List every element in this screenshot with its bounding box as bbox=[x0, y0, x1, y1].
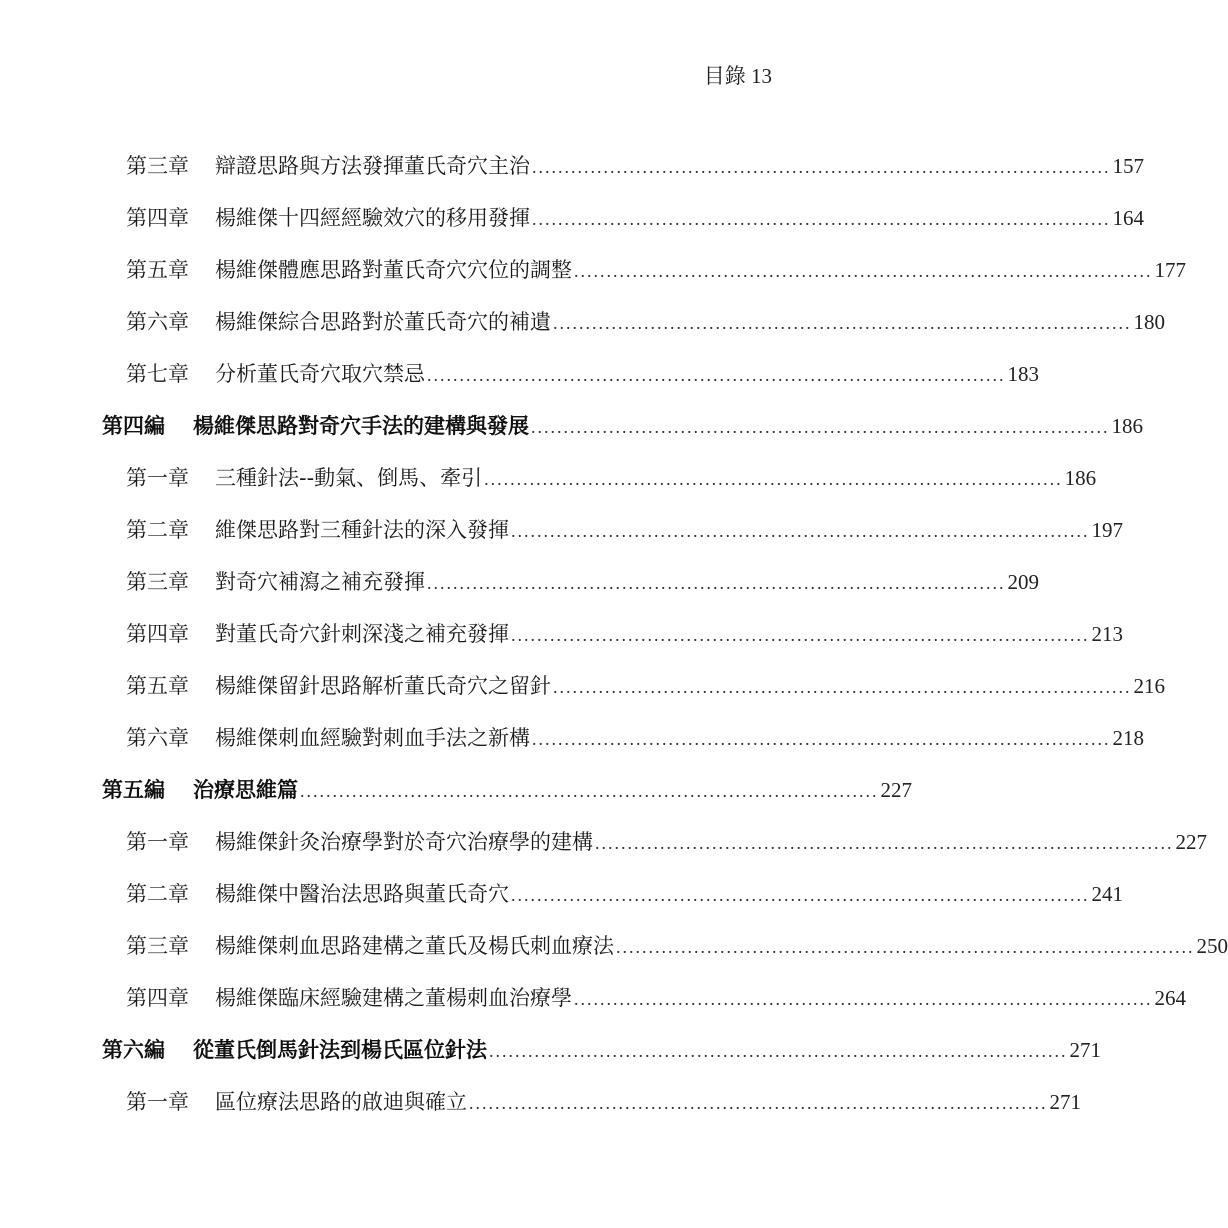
entry-title: 楊維傑十四經經驗效穴的移用發揮 bbox=[215, 206, 530, 230]
dot-leader: ......................................................................................... bbox=[616, 937, 1195, 957]
toc-entry[interactable] bbox=[126, 826, 1207, 866]
dot-leader: ......................................................................................... bbox=[532, 729, 1111, 749]
entry-title: 楊維傑刺血思路建構之董氏及楊氏刺血療法 bbox=[215, 934, 614, 958]
dot-leader: ......................................................................................... bbox=[469, 1093, 1048, 1113]
entry-title: 分析董氏奇穴取穴禁忌 bbox=[215, 362, 425, 386]
dot-leader: ......................................................................................... bbox=[531, 417, 1110, 437]
entry-label: 第六章 bbox=[126, 310, 189, 334]
part-title: 從董氏倒馬針法到楊氏區位針法 bbox=[193, 1038, 487, 1062]
entry-page-number: 271 bbox=[1049, 1090, 1081, 1114]
entry-label: 第五章 bbox=[126, 258, 189, 282]
entry-page-number: 180 bbox=[1133, 310, 1165, 334]
entry-title: 對奇穴補瀉之補充發揮 bbox=[215, 570, 425, 594]
entry-page-number: 227 bbox=[1175, 830, 1207, 854]
entry-label: 第一章 bbox=[126, 1090, 189, 1114]
entry-page-number: 271 bbox=[1069, 1038, 1101, 1062]
entry-title: 楊維傑中醫治法思路與董氏奇穴 bbox=[215, 882, 509, 906]
entry-label: 第二章 bbox=[126, 518, 189, 542]
toc-entry[interactable] bbox=[126, 670, 1165, 710]
entry-page-number: 164 bbox=[1112, 206, 1144, 230]
dot-leader: ......................................................................................... bbox=[427, 365, 1006, 385]
toc-entry[interactable] bbox=[126, 202, 1144, 242]
entry-title: 對董氏奇穴針刺深淺之補充發揮 bbox=[215, 622, 509, 646]
entry-title: 楊維傑留針思路解析董氏奇穴之留針 bbox=[215, 674, 551, 698]
entry-page-number: 250 bbox=[1196, 934, 1228, 958]
part-label: 第六編 bbox=[102, 1038, 165, 1062]
entry-page-number: 227 bbox=[880, 778, 912, 802]
entry-label: 第五章 bbox=[126, 674, 189, 698]
dot-leader: ......................................................................................... bbox=[553, 677, 1132, 697]
entry-label: 第三章 bbox=[126, 154, 189, 178]
entry-label: 第四章 bbox=[126, 986, 189, 1010]
toc-entry[interactable] bbox=[126, 618, 1123, 658]
dot-leader: ......................................................................................... bbox=[532, 157, 1111, 177]
toc-entry[interactable] bbox=[126, 514, 1123, 554]
entry-label: 第四章 bbox=[126, 622, 189, 646]
entry-page-number: 213 bbox=[1091, 622, 1123, 646]
entry-page-number: 183 bbox=[1007, 362, 1039, 386]
dot-leader: ......................................................................................... bbox=[595, 833, 1174, 853]
dot-leader: ......................................................................................... bbox=[511, 521, 1090, 541]
entry-page-number: 218 bbox=[1112, 726, 1144, 750]
dot-leader: ......................................................................................... bbox=[300, 781, 879, 801]
part-label: 第五編 bbox=[102, 778, 165, 802]
entry-page-number: 177 bbox=[1154, 258, 1186, 282]
dot-leader: ......................................................................................... bbox=[511, 885, 1090, 905]
entry-page-number: 241 bbox=[1091, 882, 1123, 906]
toc-entry[interactable] bbox=[126, 878, 1123, 918]
dot-leader: ......................................................................................... bbox=[532, 209, 1111, 229]
entry-page-number: 216 bbox=[1133, 674, 1165, 698]
entry-title: 楊維傑體應思路對董氏奇穴穴位的調整 bbox=[215, 258, 572, 282]
toc-entry[interactable] bbox=[126, 462, 1097, 502]
entry-page-number: 209 bbox=[1007, 570, 1039, 594]
dot-leader: ......................................................................................... bbox=[574, 261, 1153, 281]
entry-title: 楊維傑臨床經驗建構之董楊刺血治療學 bbox=[215, 986, 572, 1010]
part-label: 第四編 bbox=[102, 414, 165, 438]
dot-leader: ......................................................................................... bbox=[574, 989, 1153, 1009]
entry-title: 楊維傑刺血經驗對刺血手法之新構 bbox=[215, 726, 530, 750]
entry-label: 第三章 bbox=[126, 570, 189, 594]
entry-label: 第二章 bbox=[126, 882, 189, 906]
toc-entry[interactable] bbox=[126, 306, 1165, 346]
dot-leader: ......................................................................................... bbox=[489, 1041, 1068, 1061]
toc-entry[interactable] bbox=[126, 930, 1228, 970]
toc-entry[interactable] bbox=[126, 1086, 1081, 1126]
toc-part-entry[interactable] bbox=[102, 774, 912, 814]
dot-leader: ......................................................................................... bbox=[511, 625, 1090, 645]
entry-title: 維傑思路對三種針法的深入發揮 bbox=[215, 518, 509, 542]
entry-label: 第三章 bbox=[126, 934, 189, 958]
entry-page-number: 157 bbox=[1112, 154, 1144, 178]
toc-entry[interactable] bbox=[126, 150, 1144, 190]
entry-title: 楊維傑綜合思路對於董氏奇穴的補遺 bbox=[215, 310, 551, 334]
part-title: 治療思維篇 bbox=[193, 778, 298, 802]
toc-part-entry[interactable] bbox=[102, 410, 1143, 450]
entry-title: 辯證思路與方法發揮董氏奇穴主治 bbox=[215, 154, 530, 178]
toc-entry[interactable] bbox=[126, 982, 1186, 1022]
dot-leader: ......................................................................................... bbox=[427, 573, 1006, 593]
dot-leader: ......................................................................................... bbox=[553, 313, 1132, 333]
running-head: 目錄 13 bbox=[703, 64, 772, 88]
entry-page-number: 186 bbox=[1111, 414, 1143, 438]
entry-page-number: 186 bbox=[1064, 466, 1097, 490]
toc-entry[interactable] bbox=[126, 722, 1144, 762]
entry-title: 區位療法思路的啟迪與確立 bbox=[215, 1090, 467, 1114]
part-title: 楊維傑思路對奇穴手法的建構與發展 bbox=[193, 414, 529, 438]
entry-label: 第七章 bbox=[126, 362, 189, 386]
toc-part-entry[interactable] bbox=[102, 1034, 1101, 1074]
entry-page-number: 264 bbox=[1154, 986, 1186, 1010]
entry-title: 楊維傑針灸治療學對於奇穴治療學的建構 bbox=[215, 830, 593, 854]
toc-entry[interactable] bbox=[126, 254, 1186, 294]
entry-label: 第一章 bbox=[126, 466, 189, 490]
entry-page-number: 197 bbox=[1091, 518, 1123, 542]
dot-leader: ......................................................................................... bbox=[484, 469, 1063, 489]
entry-label: 第一章 bbox=[126, 830, 189, 854]
entry-title: 三種針法--動氣、倒馬、牽引 bbox=[215, 466, 483, 490]
entry-label: 第四章 bbox=[126, 206, 189, 230]
entry-label: 第六章 bbox=[126, 726, 189, 750]
toc-entry[interactable] bbox=[126, 566, 1039, 606]
toc-entry[interactable] bbox=[126, 358, 1039, 398]
